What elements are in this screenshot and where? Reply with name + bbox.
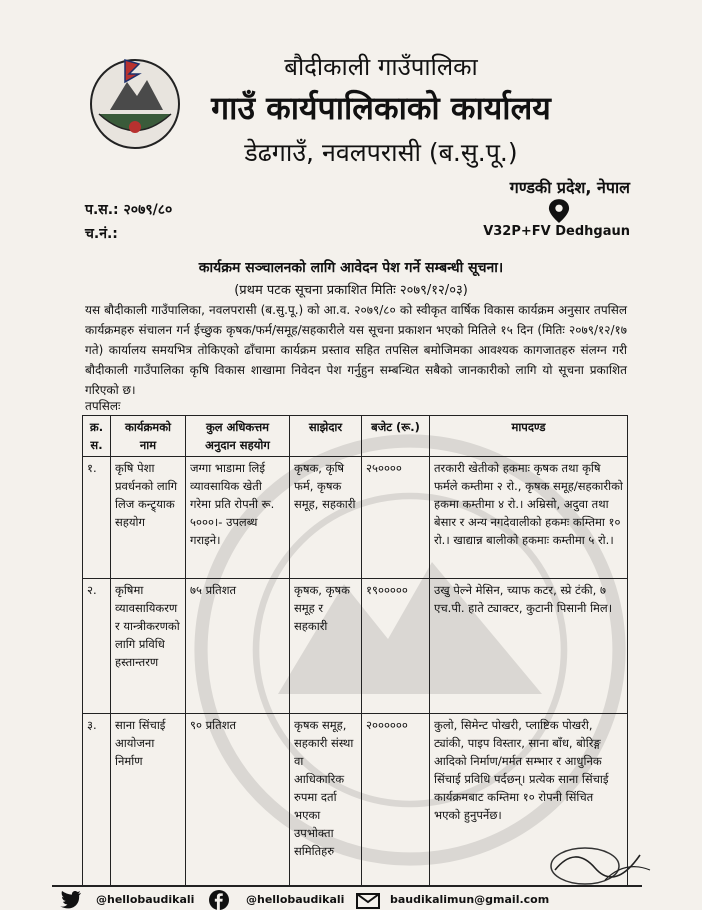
reference-number: प.स.: २०७९/८० — [85, 202, 173, 218]
col-header-name: कार्यक्रमको नाम — [111, 416, 186, 457]
facebook-icon — [208, 890, 230, 910]
cell-grant: जग्गा भाडामा लिई व्यावसायिक खेती गरेमा प्रति रोपनी रू. ५०००।- उपलब्ध गराइने। — [186, 457, 290, 579]
email-icon — [356, 893, 380, 909]
cell-budget: २५०००० — [362, 457, 430, 579]
table-row — [83, 579, 628, 714]
cell-grant: ७५ प्रतिशत — [186, 579, 290, 714]
col-header-budget: बजेट (रू.) — [362, 416, 430, 457]
cell-budget: २०००००० — [362, 714, 430, 886]
cell-sn: ३. — [83, 714, 111, 886]
municipality-name: बौदीकाली गाउँपालिका — [284, 53, 478, 81]
location-pin-icon — [548, 198, 570, 224]
cell-name: साना सिंचाई आयोजना निर्माण — [111, 714, 186, 886]
cell-grant: ९० प्रतिशत — [186, 714, 290, 886]
footer-email[interactable]: baudikalimun@gmail.com — [390, 893, 550, 906]
twitter-icon — [60, 891, 82, 909]
table-row — [83, 457, 628, 579]
cell-partner: कृषक, कृषक समूह र सहकारी — [290, 579, 362, 714]
col-header-criteria: मापदण्ड — [430, 416, 628, 457]
signature-stamp — [545, 840, 655, 888]
office-name: गाउँ कार्यपालिकाको कार्यालय — [211, 89, 551, 127]
province-name: गण्डकी प्रदेश, नेपाल — [509, 178, 630, 197]
dispatch-number: च.नं.: — [85, 226, 118, 242]
col-header-grant: कुल अधिकत्तम अनुदान सहयोग — [186, 416, 290, 457]
col-header-sn: क्र. स. — [83, 416, 111, 457]
office-address: डेढगाउँ, नवलपरासी (ब.सु.पू.) — [244, 138, 518, 167]
cell-budget: १९००००० — [362, 579, 430, 714]
footer-twitter-handle[interactable]: @hellobaudikali — [96, 893, 195, 906]
footer-divider — [52, 885, 642, 887]
footer-facebook-handle[interactable]: @hellobaudikali — [246, 893, 345, 906]
cell-sn: १. — [83, 457, 111, 579]
cell-criteria: कुलो, सिमेन्ट पोखरी, प्लाष्टिक पोखरी, ट्यांकी, पाइप विस्तार, साना बाँध, बोरिङ्ग आदिको निर्माण/मर्मत सम्भार र आधुनिक सिंचाई प्रविधि पर्दछन्। प्रत्येक साना सिंचाई कार्यक्रमबाट कम्तिमा १० रोपनी सिंचित भएको हुनुपर्नेछ। — [430, 714, 628, 886]
cell-name: कृषिमा व्यावसायिकरण र यान्त्रीकरणको लागि प्रविधि हस्तान्तरण — [111, 579, 186, 714]
cell-sn: २. — [83, 579, 111, 714]
cell-criteria: उखु पेल्ने मेसिन, च्याफ कटर, स्प्रे टंकी, ७ एच.पी. हाते ट्याक्टर, कुटानी पिसानी मिल। — [430, 579, 628, 714]
notice-body: यस बौदीकाली गाउँपालिका, नवलपरासी (ब.सु.पू.) को आ.व. २०७९/८० को स्वीकृत वार्षिक विकास कार्यक्रम अनुसार तपसिल कार्यक्रमहरु संचालन गर्न ईच्छुक कृषक/फर्म/समूह/सहकारीले यस सूचना प्रकाशन भएको मितिले १५ दिन (मितिः २०७९/१२/१७ गते) कार्यालय समयभित्र तोकिएको ढाँचामा कार्यक्रम प्रस्ताव सहित तपसिल बमोजिमका आवश्यक कागजातहरु संलग्न गरी बौदीकाली गाउँपालिका कृषि विकास शाखामा निवेदन पेश गर्नुहुन सम्बन्धित सबैको जानकारीको लागि यो सूचना प्रकाशित गरिएको छ। — [85, 303, 627, 397]
program-table — [82, 415, 628, 886]
table-header-row — [83, 416, 628, 457]
plus-code: V32P+FV Dedhgaun — [483, 224, 630, 239]
notice-title: कार्यक्रम सञ्चालनको लागि आवेदन पेश गर्ने सम्बन्धी सूचना। — [198, 260, 504, 276]
cell-partner: कृषक समूह, सहकारी संस्था वा आधिकारिक रुपमा दर्ता भएका उपभोक्ता समितिहरु — [290, 714, 362, 886]
notice-published-date: (प्रथम पटक सूचना प्रकाशित मितिः २०७९/१२/०३) — [234, 283, 468, 298]
col-header-partner: साझेदार — [290, 416, 362, 457]
details-label: तपसिलः — [85, 399, 121, 413]
cell-partner: कृषक, कृषि फर्म, कृषक समूह, सहकारी — [290, 457, 362, 579]
cell-criteria: तरकारी खेतीको हकमाः कृषक तथा कृषि फर्मले कम्तीमा २ रो., कृषक समूह/सहकारीको हकमा कम्तीमा ४ रो.। अम्रिसो, अदुवा तथा बेसार र अन्य नगदेवालीको हकमः कम्तिमा १० रो.। खाद्यान्न बालीको हकमाः कम्तीमा ५ रो.। — [430, 457, 628, 579]
cell-name: कृषि पेशा प्रवर्धनको लागि लिज कन्ट्र्याक सहयोग — [111, 457, 186, 579]
